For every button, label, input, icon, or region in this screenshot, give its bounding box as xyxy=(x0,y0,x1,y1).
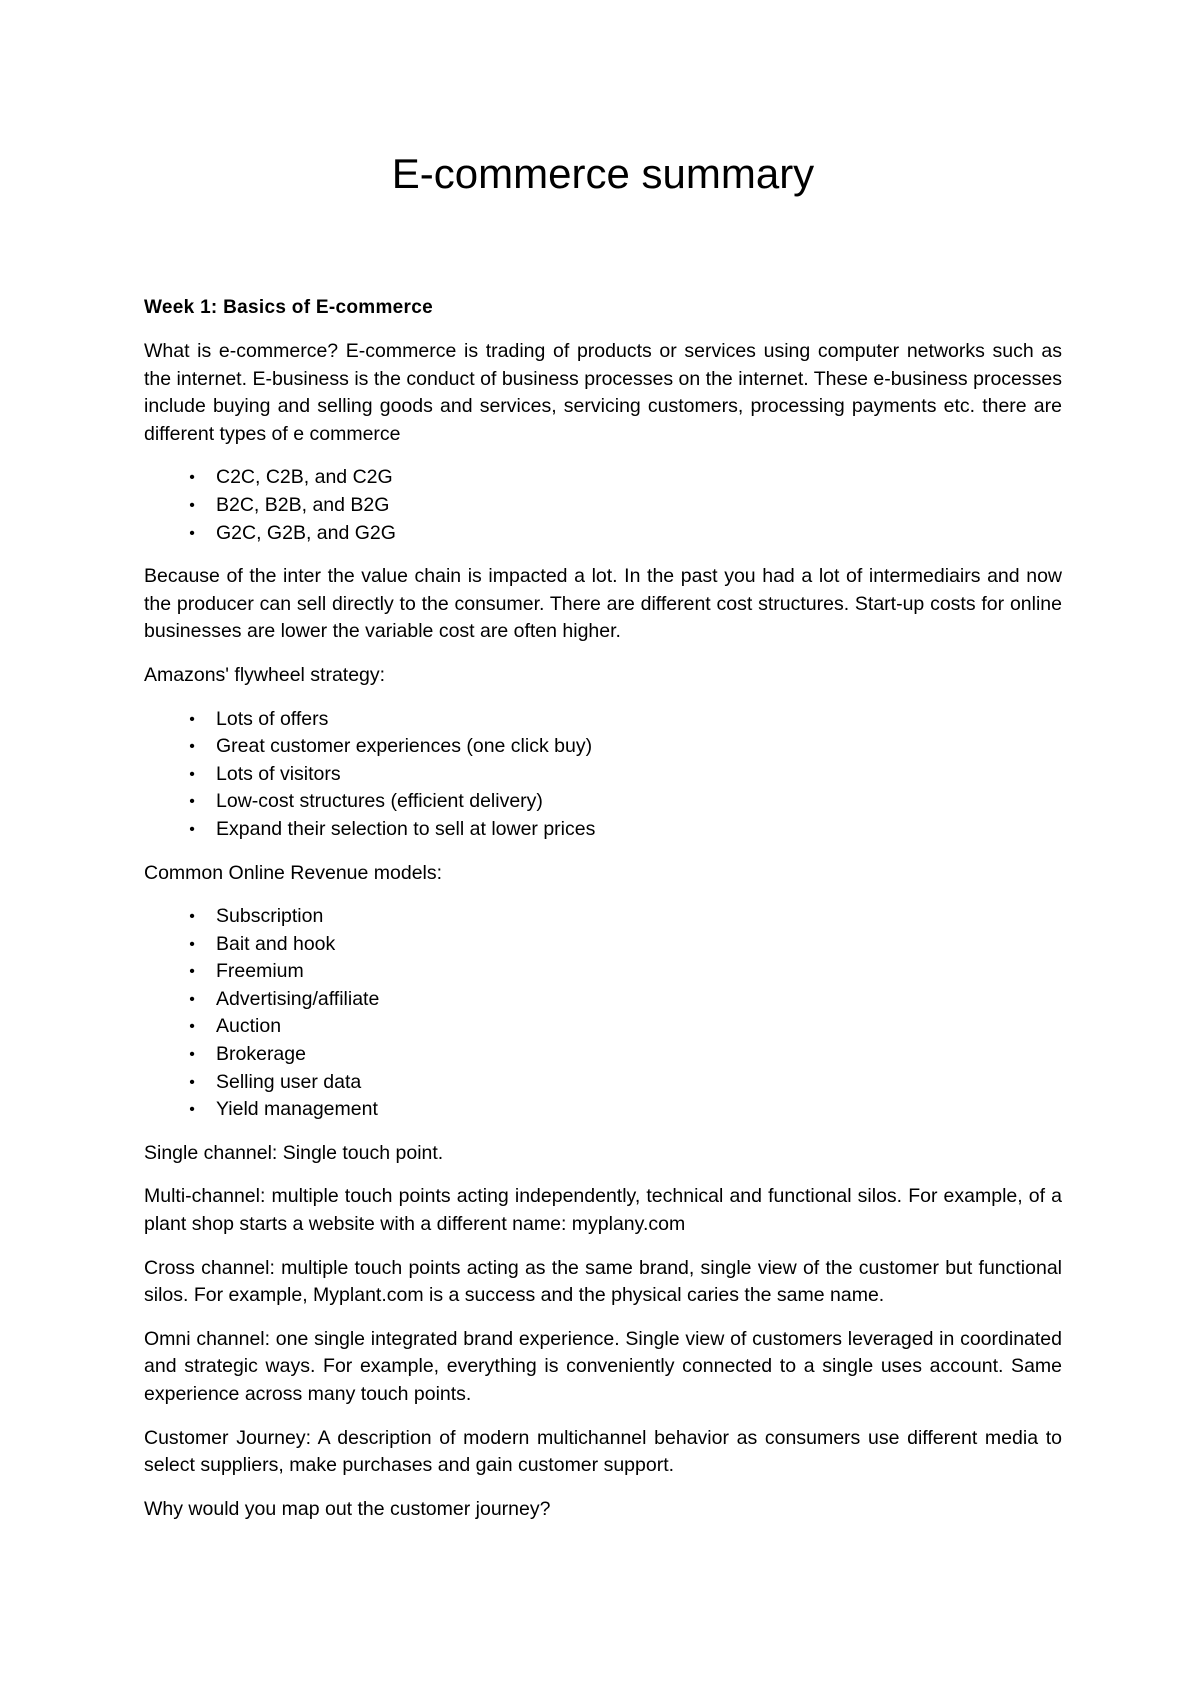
bullet-icon: • xyxy=(189,793,195,811)
list-item: • C2C, C2B, and C2G xyxy=(144,464,1062,492)
bullet-icon: • xyxy=(189,990,195,1008)
ecommerce-types-list xyxy=(144,464,1062,547)
list-item: • Auction xyxy=(144,1013,1062,1041)
list-item: • Subscription xyxy=(144,903,1062,931)
list-item: • Advertising/affiliate xyxy=(144,986,1062,1014)
revenue-models-label: Common Online Revenue models: xyxy=(144,861,443,884)
list-item: • B2C, B2B, and B2G xyxy=(144,492,1062,520)
list-item: • G2C, G2B, and G2G xyxy=(144,520,1062,548)
cross-channel-paragraph: Cross channel: multiple touch points acting as the same brand, single view of the customer but functional silos. For example, Myplant.com is a success and the physical caries the same name. xyxy=(144,1256,1062,1307)
value-chain-paragraph: Because of the inter the value chain is impacted a lot. In the past you had a lot of intermediairs and now the producer can sell directly to the consumer. There are different cost structures. Start-up costs for online businesses are lower the variable cost are often higher. xyxy=(144,565,1062,643)
bullet-icon: • xyxy=(189,1073,195,1091)
customer-journey-paragraph: Customer Journey: A description of modern multichannel behavior as consumers use different media to select suppliers, make purchases and gain customer support. xyxy=(144,1426,1062,1477)
bullet-icon: • xyxy=(189,935,195,953)
list-item: • Yield management xyxy=(144,1096,1062,1124)
list-item: • Brokerage xyxy=(144,1041,1062,1069)
journey-question: Why would you map out the customer journey? xyxy=(144,1497,551,1520)
document-content xyxy=(144,0,1062,1523)
bullet-icon: • xyxy=(189,1101,195,1119)
document-title: E-commerce summary xyxy=(391,150,815,197)
list-item: • Lots of offers xyxy=(144,706,1062,734)
list-item: • Selling user data xyxy=(144,1069,1062,1097)
flywheel-list xyxy=(144,706,1062,844)
list-item: • Great customer experiences (one click buy) xyxy=(144,733,1062,761)
bullet-icon: • xyxy=(189,765,195,783)
bullet-icon: • xyxy=(189,820,195,838)
bullet-icon: • xyxy=(189,908,195,926)
single-channel-paragraph: Single channel: Single touch point. xyxy=(144,1141,444,1164)
list-item: • Expand their selection to sell at lower prices xyxy=(144,816,1062,844)
bullet-icon: • xyxy=(189,524,195,542)
bullet-icon: • xyxy=(189,469,195,487)
bullet-icon: • xyxy=(189,1018,195,1036)
list-item: • Freemium xyxy=(144,958,1062,986)
bullet-icon: • xyxy=(189,963,195,981)
list-item: • Low-cost structures (efficient delivery) xyxy=(144,788,1062,816)
omni-channel-paragraph: Omni channel: one single integrated brand experience. Single view of customers leveraged in coordinated and strategic ways. For example, everything is conveniently connected to a single uses account. Same experience across many touch points. xyxy=(144,1327,1062,1405)
section-heading-week-1: Week 1: Basics of E-commerce xyxy=(144,297,433,318)
bullet-icon: • xyxy=(189,496,195,514)
intro-paragraph: What is e-commerce? E-commerce is trading of products or services using computer networks such as the internet. E-business is the conduct of business processes on the internet. These e-business processes include buying and selling goods and services, servicing customers, processing payments etc. there are different types of e commerce xyxy=(144,340,1062,445)
revenue-models-list xyxy=(144,903,1062,1124)
bullet-icon: • xyxy=(189,710,195,728)
list-item: • Bait and hook xyxy=(144,931,1062,959)
bullet-icon: • xyxy=(189,738,195,756)
flywheel-label: Amazons' flywheel strategy: xyxy=(144,663,386,686)
list-item: • Lots of visitors xyxy=(144,761,1062,789)
bullet-icon: • xyxy=(189,1046,195,1064)
multi-channel-paragraph: Multi-channel: multiple touch points acting independently, technical and functional silos. For example, of a plant shop starts a website with a different name: myplany.com xyxy=(144,1185,1062,1236)
